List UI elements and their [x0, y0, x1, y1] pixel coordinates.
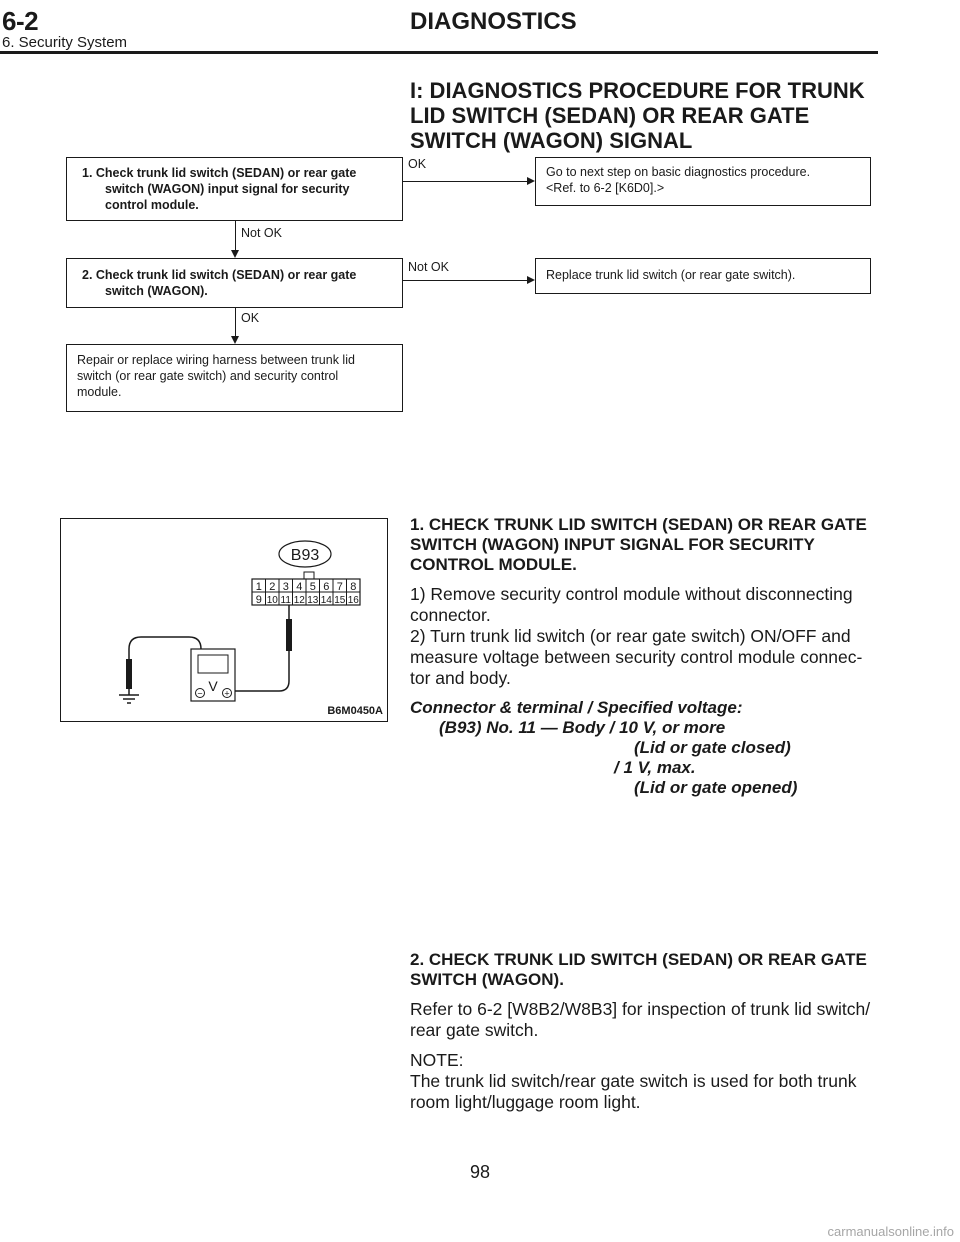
- terminal-number: 10: [266, 595, 278, 606]
- flow-connector: [403, 280, 527, 281]
- voltmeter-v-label: V: [208, 678, 218, 694]
- terminal-number: 2: [269, 581, 276, 593]
- note-label: NOTE:: [410, 1050, 464, 1070]
- step1-title: 1. CHECK TRUNK LID SWITCH (SEDAN) OR REAR GATE SWITCH (WAGON) INPUT SIGNAL FOR SECURITY CONTROL MODULE.: [410, 515, 867, 574]
- flow-result-line: Replace trunk lid switch (or rear gate switch).: [546, 268, 796, 282]
- step2-text: Refer to 6-2 [W8B2/W8B3] for inspection of trunk lid switch/ rear gate switch.: [410, 999, 871, 1040]
- flow-step2-notok-label: Not OK: [408, 260, 449, 274]
- watermark: carmanualsonline.info: [827, 1224, 954, 1239]
- wiring-figure: [60, 518, 388, 722]
- terminal-number: 3: [282, 581, 289, 593]
- section-subtitle: 6. Security System: [2, 34, 128, 51]
- flow-step3-line: Repair or replace wiring harness between trunk lid: [77, 353, 355, 367]
- flow-step1-ok-label: OK: [408, 157, 427, 171]
- terminal-number: 9: [255, 594, 262, 606]
- terminal-number: 8: [350, 581, 357, 593]
- step1-item2: 2) Turn trunk lid switch (or rear gate switch) ON/OFF and measure voltage between security control module connec-tor and body.: [410, 626, 863, 688]
- flow-arrow: [231, 336, 239, 344]
- ground-probe-tip: [126, 659, 132, 689]
- page-number: 98: [469, 1162, 491, 1182]
- flow-result-line: <Ref. to 6-2 [K6D0].>: [546, 181, 665, 195]
- terminal-number: 16: [347, 595, 359, 606]
- terminal-number: 4: [296, 581, 303, 593]
- terminal-number: 1: [255, 581, 262, 593]
- flow-step2-notok-result-box: [535, 258, 871, 294]
- minus-terminal: −: [197, 688, 203, 699]
- flow-step1-line: 1. Check trunk lid switch (SEDAN) or rear gate: [82, 166, 357, 180]
- flow-step2-line: 2. Check trunk lid switch (SEDAN) or rear gate: [82, 268, 357, 282]
- terminal-number: 6: [323, 581, 330, 593]
- spec-label: Connector & terminal / Specified voltage:: [410, 698, 743, 717]
- probe-tip: [286, 619, 292, 651]
- probe-wire: [231, 651, 289, 691]
- flow-connector: [235, 221, 236, 251]
- flow-connector: [235, 308, 236, 337]
- flow-step1-box: [66, 157, 403, 221]
- figure-id: B6M0450A: [327, 705, 383, 717]
- terminal-number: 5: [309, 581, 316, 593]
- flow-step3-line: module.: [77, 385, 122, 399]
- flow-step2-line: switch (WAGON).: [105, 284, 208, 298]
- terminal-number: 11: [280, 595, 291, 606]
- terminal-number: 15: [334, 595, 346, 606]
- connector-b93: [252, 572, 360, 606]
- flow-connector: [403, 181, 527, 182]
- terminal-number: 7: [336, 581, 343, 593]
- ground-symbol-icon: [119, 695, 139, 703]
- spec-line: (Lid or gate opened): [634, 778, 798, 797]
- spec-line: (Lid or gate closed): [634, 738, 791, 757]
- page-header-title: DIAGNOSTICS: [410, 8, 577, 35]
- flow-arrow: [527, 177, 535, 185]
- spec-line: (B93) No. 11 — Body / 10 V, or more: [439, 718, 726, 737]
- flow-step1-ok-result-box: [535, 157, 871, 206]
- flow-arrow: [231, 250, 239, 258]
- terminal-number: 12: [293, 595, 305, 606]
- flow-step2-ok-label: OK: [241, 311, 260, 325]
- connector-id: B93: [290, 547, 320, 564]
- spec-line: / 1 V, max.: [614, 758, 696, 777]
- flow-step3-line: switch (or rear gate switch) and security control: [77, 369, 339, 383]
- step2-title: 2. CHECK TRUNK LID SWITCH (SEDAN) OR REAR GATE SWITCH (WAGON).: [410, 950, 867, 989]
- section-code: 6-2: [2, 6, 39, 36]
- terminal-number: 14: [320, 595, 332, 606]
- flow-step3-box: [66, 344, 403, 412]
- step1-item1: 1) Remove security control module without disconnecting connector.: [410, 584, 853, 625]
- flow-step2-box: [66, 258, 403, 308]
- flow-result-line: Go to next step on basic diagnostics procedure.: [546, 165, 811, 179]
- instruction-step1: [410, 515, 880, 798]
- flow-step1-line: control module.: [105, 198, 199, 212]
- flow-arrow: [527, 276, 535, 284]
- flow-step1-line: switch (WAGON) input signal for security: [105, 182, 350, 196]
- flow-step1-notok-label: Not OK: [241, 226, 282, 240]
- header-rule: [0, 51, 878, 54]
- instruction-step2: [410, 950, 880, 1113]
- connector-diagram: [61, 519, 387, 721]
- section-title: I: DIAGNOSTICS PROCEDURE FOR TRUNK LID SWITCH (SEDAN) OR REAR GATE SWITCH (WAGON) SIGNAL: [410, 78, 865, 153]
- plus-terminal: +: [224, 688, 230, 699]
- terminal-number: 13: [307, 595, 319, 606]
- note-text: The trunk lid switch/rear gate switch is used for both trunk room light/luggage room light.: [410, 1071, 857, 1112]
